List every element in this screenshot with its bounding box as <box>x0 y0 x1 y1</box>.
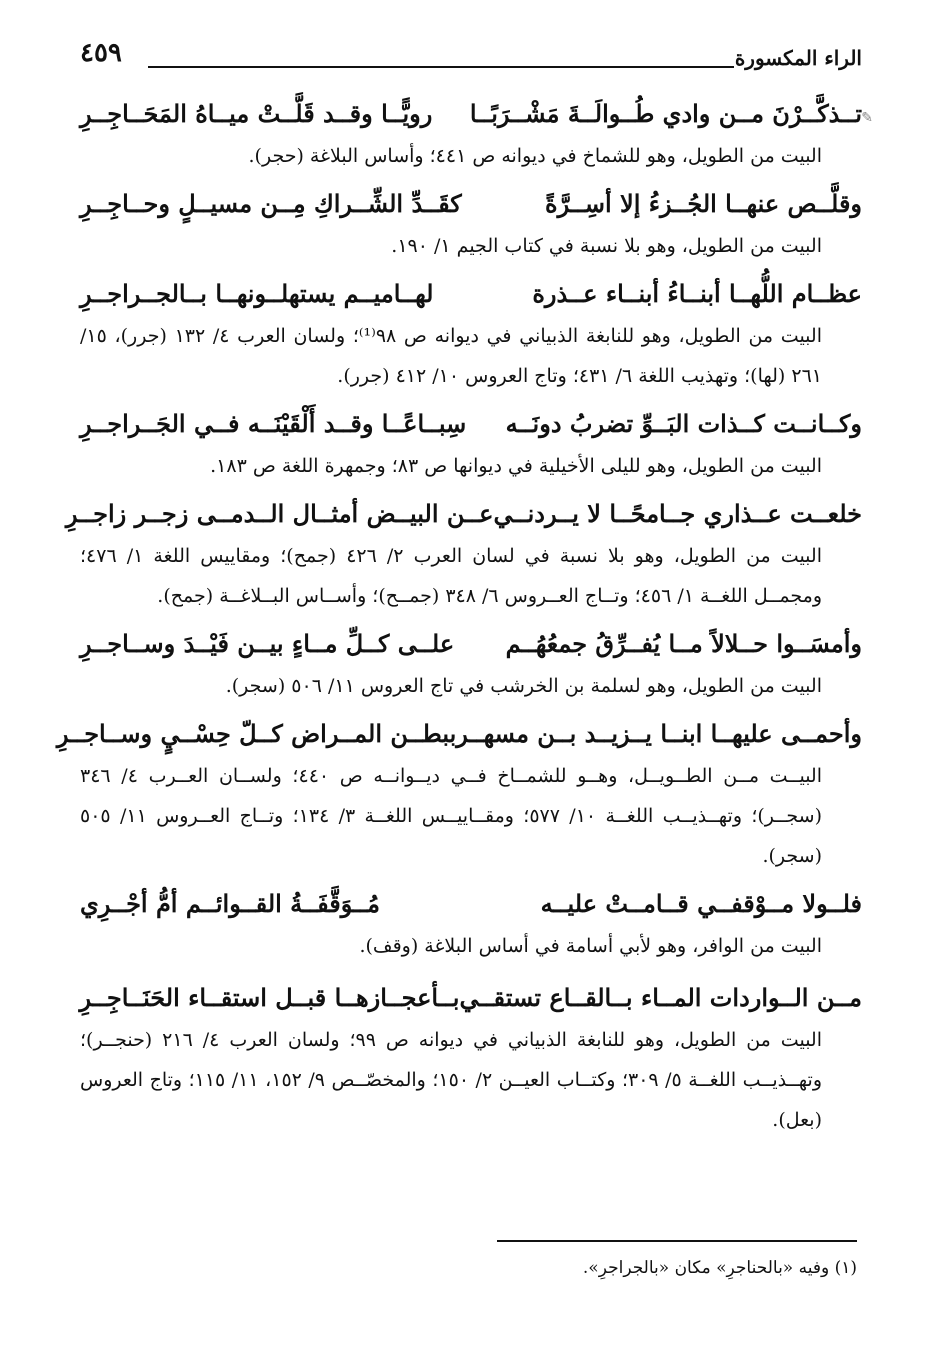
second-hemistich: بــأعجــازهــا قبــل استقــاء الحَنَــاجِــرِ <box>79 983 460 1012</box>
second-hemistich: لهــاميــم يستهلــونهــا بــالجــراجــرِ <box>80 279 434 308</box>
main-content <box>56 92 862 1146</box>
verse-entry <box>80 976 862 1140</box>
margin-mark-icon: ✎ <box>861 110 873 126</box>
verse-line <box>65 492 862 536</box>
second-hemistich: علــى كــلِّ مــاءٍ بيــن فَيْــدَ وســاجــرِ <box>80 629 455 658</box>
header-rule <box>148 66 734 68</box>
verse-entry <box>80 182 862 266</box>
second-hemistich: سِبــاعًــا وقــد أَلْقَيْنَــه فــي الجَــراجــرِ <box>80 409 467 438</box>
first-hemistich: وأحمــى عليهــا ابنــا يــزيــد بــن مسهــر <box>456 719 862 748</box>
first-hemistich: وأمسَــوا حــلالاً مــا يُفــرِّقُ جمعُهُــم <box>505 629 862 658</box>
verse-note: البيت من الطويل، وهو للشماخ في ديوانه ص ٤٤١؛ وأساس البلاغة (حجر). <box>248 145 822 167</box>
verse-note: البيت من الطويل، وهو بلا نسبة في لسان العرب ٢/ ٤٢٦ (جمح)؛ ومقاييس اللغة ١/ ٤٧٦؛ ومجمــل اللغــة ١/ ٤٥٦؛ وتــاج العــروس ٦/ ٣٤٨ (جمــح)؛ وأســاس البــلاغــة (جمح). <box>80 545 822 607</box>
verse-line <box>80 976 862 1020</box>
footnote-rule <box>497 1240 857 1242</box>
verse-entry <box>80 92 862 176</box>
second-hemistich: رويًّــا وقــد قَلَّــتْ ميــاهُ المَحَــاجِــرِ <box>80 99 433 128</box>
verse-entry <box>56 712 862 876</box>
verse-line <box>56 712 862 756</box>
footnote: (١) وفيه «بالحناجرِ» مكان «بالجراجرِ». <box>582 1258 857 1278</box>
first-hemistich: عظــام اللُّهــا أبنــاءُ أبنــاء عــذرة <box>532 279 862 308</box>
first-hemistich: وقلَّــص عنهــا الجُــزءُ إلا أسِــرَّةً <box>545 189 862 218</box>
verse-note: البيت من الطويل، وهو للنابغة الذبياني في ديوانه ص ٩٩؛ ولسان العرب ٤/ ٢١٦ (حنجــر)؛ وتهــذيــب اللغــة ٥/ ٣٠٩؛ وكتــاب العيــن ٢/ ١٥٠؛ والمخصّــص ٩/ ١٥٢، ١١/ ١١٥؛ وتاج العروس (بعل). <box>80 1029 823 1131</box>
verse-entry <box>80 882 862 966</box>
second-hemistich: ببطــن المــراض كــلّ حِسْــيٍ وســاجــرِ <box>56 719 457 748</box>
verse-line <box>80 882 862 926</box>
verse-entry <box>65 492 862 616</box>
first-hemistich: خلعــت عــذاري جــامحًــا لا يــردنــي <box>493 499 862 528</box>
verse-note: البيت من الطويل، وهو للنابغة الذبياني في ديوانه ص ٩٨⁽¹⁾؛ ولسان العرب ٤/ ١٣٢ (جرر)، ١٥/ ٢٦١ (لها)؛ وتهذيب اللغة ٦/ ٤٣١؛ وتاج العروس ١٠/ ٤١٢ (جرر). <box>80 325 822 387</box>
verse-line <box>80 402 862 446</box>
page-header <box>80 38 862 78</box>
verse-note: البيت من الطويل، وهو لسلمة بن الخرشب في تاج العروس ١١/ ٥٠٦ (سجر). <box>225 675 822 697</box>
verse-line <box>80 92 862 136</box>
verse-note: البيت من الطويل، وهو لليلى الأخيلية في ديوانها ص ٨٣؛ وجمهرة اللغة ص ١٨٣. <box>210 455 822 477</box>
verse-line <box>80 622 862 666</box>
verse-line <box>80 182 862 226</box>
verse-entry <box>80 402 862 486</box>
first-hemistich: وكــانــت كــذات البَــوِّ تضربُ دونَــه <box>505 409 862 438</box>
first-hemistich: فلــولا مــوْقفــي قــامــتْ عليــه <box>540 889 862 918</box>
verse-note: البيت من الطويل، وهو بلا نسبة في كتاب الجيم ١/ ١٩٠. <box>391 235 822 257</box>
second-hemistich: عــن البيــض أمثــال الــدمــى زجــر زاجــرِ <box>65 499 494 528</box>
verse-entry <box>80 622 862 706</box>
second-hemistich: كقَــدِّ الشِّــراكِ مِــن مسيــلٍ وحــاجِــرِ <box>80 189 462 218</box>
verse-entry <box>80 272 862 396</box>
page-number: ٤٥٩ <box>80 38 122 68</box>
second-hemistich: مُــوَقَّفَــةُ القــوائــم أمُّ أجْــرِي <box>80 889 381 918</box>
first-hemistich: مــن الــواردات المــاء بــالقــاع تستقــي <box>459 983 862 1012</box>
chapter-title: الراء المكسورة <box>734 46 862 70</box>
first-hemistich: تــذكَّــرْنَ مــن وادي طُــوالَــةَ مَشْــرَبًــا <box>469 99 862 128</box>
verse-note: البيــت مــن الطــويــل، وهــو للشمــاخ فــي ديــوانــه ص ٤٤٠؛ ولســان العــرب ٤/ ٣٤٦ (سجــر)؛ وتهــذيــب اللغــة ١٠/ ٥٧٧؛ ومقــاييــس اللغــة ٣/ ١٣٤؛ وتــاج العــروس ١١/ ٥٠٥ (سجر). <box>80 765 822 867</box>
verse-line <box>80 272 862 316</box>
verse-note: البيت من الوافر، وهو لأبي أسامة في أساس البلاغة (وقف). <box>359 935 822 957</box>
